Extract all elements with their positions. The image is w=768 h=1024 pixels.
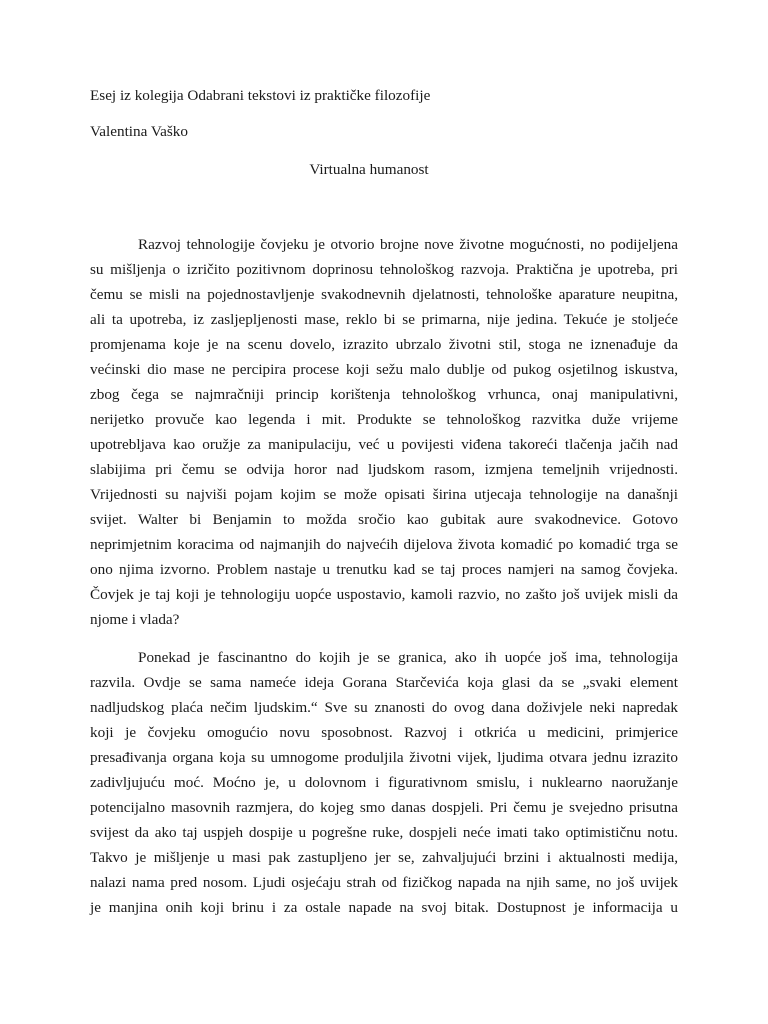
paragraph-line: koji je čovjeku omogućio novu sposobnost. Razvoj i otkrića u medicini, primjerice bbox=[90, 724, 678, 741]
paragraph-line: slabijima pri čemu se odvija horor nad ljudskom rasom, izmjena temeljnih vrijednosti. bbox=[90, 461, 678, 478]
paragraph-line: Razvoj tehnologije čovjeku je otvorio brojne nove životne mogućnosti, no podijeljena bbox=[138, 236, 678, 253]
essay-title: Virtualna humanost bbox=[309, 161, 429, 178]
paragraph-line: Takvo je mišljenje u masi pak zastupljeno jer se, zahvaljujući brzini i aktualnosti medija, bbox=[90, 849, 678, 866]
paragraph-line: ali ta upotreba, iz zasljepljenosti mase, reklo bi se primarna, nije jedina. Tekuće je stoljeće bbox=[90, 311, 678, 328]
paragraph-line: Vrijednosti su najviši pojam kojim se može opisati širina utjecaja tehnologije na današnji bbox=[90, 486, 678, 503]
author-name: Valentina Vaško bbox=[90, 123, 188, 140]
paragraph-line: njome i vlada? bbox=[90, 611, 180, 628]
paragraph-line: neprimjetnim koracima od najmanjih do najvećih dijelova života komadić po komadić trga se bbox=[90, 536, 678, 553]
paragraph-line: Čovjek je taj koji je tehnologiju uopće uspostavio, kamoli razvio, no zašto još uvijek misli da bbox=[90, 586, 678, 603]
paragraph-line: čemu se misli na pojednostavljenje svakodnevnih djelatnosti, tehnološke aparature neupitna, bbox=[90, 286, 678, 303]
paragraph-line: nerijetko provuče kao legenda i mit. Produkte se tehnološkog razvitka duže vrijeme bbox=[90, 411, 678, 428]
paragraph-line: svijest da ako taj uspjeh dospije u pogrešne ruke, dospjeli neće imati tako optimističnu notu. bbox=[90, 824, 678, 841]
paragraph-line: su mišljenja o izričito pozitivnom doprinosu tehnološkog razvoja. Praktična je upotreba, pri bbox=[90, 261, 678, 278]
paragraph-line: svijet. Walter bi Benjamin to možda sročio kao gubitak aure svakodnevice. Gotovo bbox=[90, 511, 678, 528]
paragraph-line: zadivljujuću moć. Moćno je, u dolovnom i figurativnom smislu, i nuklearno naoružanje bbox=[90, 774, 678, 791]
paragraph-line: presađivanja organa koja su umnogome produljila životni vijek, ljudima otvara jednu izrazito bbox=[90, 749, 678, 766]
paragraph-line: potencijalno masovnih razmjera, do kojeg smo danas dospjeli. Pri čemu je svejedno prisutna bbox=[90, 799, 678, 816]
paragraph-line: upotrebljava kao oružje za manipulaciju, već u povijesti viđena takoreći tlačenja jačih nad bbox=[90, 436, 678, 453]
paragraph-line: Ponekad je fascinantno do kojih je se granica, ako ih uopće još ima, tehnologija bbox=[138, 649, 678, 666]
paragraph-line: razvila. Ovdje se sama nameće ideja Gorana Starčevića koja glasi da se „svaki element bbox=[90, 674, 678, 691]
paragraph-line: ono njima izvorno. Problem nastaje u trenutku kad se taj proces namjeri na samog čovjeka. bbox=[90, 561, 678, 578]
paragraph-line: većinski dio mase ne percipira procese koji sežu malo dublje od pukog osjetilnog iskustva, bbox=[90, 361, 678, 378]
paragraph-line: je manjina onih koji brinu i za ostale napade na svoj bitak. Dostupnost je informacija u bbox=[90, 899, 678, 916]
paragraph-line: nadljudskog plaća nečim ljudskim.“ Sve su znanosti do ovog dana doživjele neki napredak bbox=[90, 699, 678, 716]
paragraph-line: zbog čega se najmračniji princip korištenja tehnološkog vrhunca, onaj manipulativni, bbox=[90, 386, 678, 403]
paragraph-line: nalazi nama pred nosom. Ljudi osjećaju strah od fizičkog napada na njih same, no još uvijek bbox=[90, 874, 678, 891]
paragraph-line: promjenama koje je na scenu dovelo, izrazito ubrzalo životni stil, stoga ne iznenađuje da bbox=[90, 336, 678, 353]
course-line: Esej iz kolegija Odabrani tekstovi iz praktičke filozofije bbox=[90, 87, 431, 104]
